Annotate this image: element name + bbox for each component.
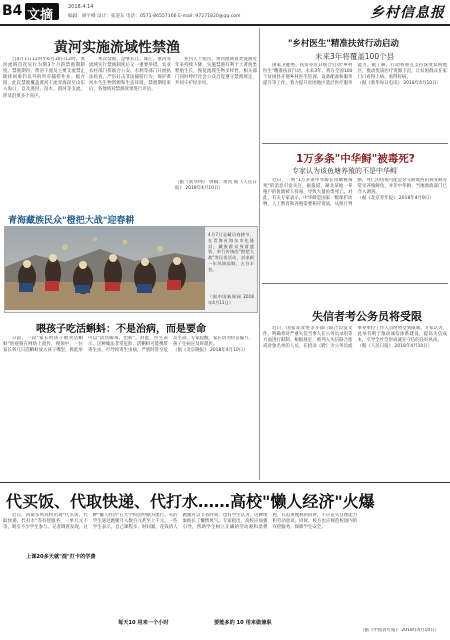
article-3-source: （据《新华每日电讯》 2018年4月10日） xyxy=(357,81,442,87)
issue-date: 2018.4.14 xyxy=(68,4,94,10)
article-6-title: 代买饭、代取快递、代打水……高校"懒人经济"火爆 xyxy=(6,492,375,511)
article-6-subhead-3: 要能多的 10 用来做兼职 xyxy=(214,620,272,626)
article-1-text-3: 业内人士指出，黄河流域鱼类资源近年来持续下降，实施禁渔有利于土著鱼类繁殖生长，恢复流域生物多样性。相关部门同时呼吁社会公众自觉遵守禁渔规定，共同守护母亲河。 xyxy=(175,57,257,87)
article-1-text-1: 自4月1日12时至6月30日12时，黄河流域首次实行为期3个月的禁渔期制度。禁渔期内，黄河干流及主要支流禁止除休闲垂钓以外的所有捕捞作业。据介绍，此次禁渔覆盖黄河干流青海段至山东入海口，以及洮河、湟水、渭河等支流，涉及沿黄多个省区。 xyxy=(3,57,85,99)
article-4-body xyxy=(263,178,447,278)
article-3-title: "乡村医生"精准扶贫行动启动 xyxy=(288,39,399,49)
article-4-subtitle: 专家认为该鱼塘养殖的不是中华鲟 xyxy=(292,167,397,175)
article-5-title: 失信者考公务员将受限 xyxy=(312,310,422,323)
article-3-subtitle: 未来3年将覆盖100个县 xyxy=(315,52,395,61)
article-6-subhead-2: 每天10 用来一个小时 xyxy=(118,620,169,626)
article-2-title: 喂孩子吃活蝌蚪：不是治病，而是要命 xyxy=(36,324,206,335)
article-2-col-1 xyxy=(3,336,253,476)
article-2-source: （据《北京晚报》 2018年4月10日） xyxy=(173,348,248,354)
article-5-body xyxy=(263,326,447,476)
divider-3-4 xyxy=(262,143,448,144)
article-1-col-3 xyxy=(175,57,257,187)
article-3-text: 国家卫健委、扶贫办近日联合启动"乡村医生"精准扶贫行动。未来3年，将在全国100个贫困县开展乡村医生培训、设备配备和服务提升等工作，着力提升贫困地区基层医疗服务能力。据了解，行动将重点支持深度贫困地区，推动优质医疗资源下沉，让贫困群众在家门口看得上病、看得好病。 xyxy=(263,63,447,87)
article-4-text: 近日，一则"1万多条中华鲟在鱼塘被毒死"的消息引发关注。据报道，湖北某地一养殖户的鱼塘被人投毒，导致大量鱼类死亡。对此，有关专家表示，中华鲟是国家一级保护动物，人工繁育和养殖需要相应资质，从照片判断，死亡的鱼很可能是杂交鲟或西伯利亚鲟等常见养殖鲟鱼，并非中华鲟。当地渔政部门已介入调查。 xyxy=(263,178,447,208)
article-1-col-1 xyxy=(3,57,85,207)
article-1-title: 黄河实施流域性禁渔 xyxy=(54,40,180,56)
photo-caption-credit: （据中国新闻网 2018年4月11日） xyxy=(208,294,254,305)
photo-box-title: 青海藏族民众"橙把大战"迎春耕 xyxy=(8,216,135,226)
section-title: 文摘 xyxy=(27,8,54,23)
article-4-source: （据《北京青年报》 2018年4月9日） xyxy=(357,196,434,202)
article-2-text: 日前，一段"家长给孩子喂食活蝌蚪"的视频在网络上流传，视频中，一位家长将几只活蝌蚪放入孩子嘴里，称此举可以"清热解毒、治病"。对此，医生表示，这种做法非常危险，活蝌蚪可能携带寄生虫，可导致寄生虫病，严重时甚至危及生命。专家提醒，家长切勿轻信偏方，孩子生病应及时就医。 xyxy=(3,336,253,354)
divider-4-5 xyxy=(262,283,448,284)
article-1-text-2: 本次禁渔，是继长江、珠江、淮河等流域实行禁渔制度后又一重要举措。农业农村部门将联合公安、水利等部门开展执法检查，严厉打击非法捕捞行为，保护黄河水生生物资源和生态环境。禁渔期结束后，各地将对禁渔效果进行评估。 xyxy=(89,57,171,93)
lower-section-rule xyxy=(0,482,450,483)
article-5-text: 近日，国家发改委等多部门联合印发文件，明确将对严重失信当事人在公务员录用等方面进行限制。根据规定，被列入失信联合惩戒对象名单的人员，在招录（聘）为公务员或事业单位工作人员时将受到限制。专家认为，此举有利于推动诚信体系建设，提高失信成本，引导全社会形成诚实守信的良好风尚。 xyxy=(263,326,447,350)
article-6-text: 近日，河南多所高校出现"代买饭、代取快递、代打水"等有偿服务，一单几元不等，吸引不少学生参与。记者调查发现，这种"懒人经济"在大学校园中颇为流行，有的学生通过跑腿月入数百元甚至上千元。一些学生表示，自己课程多、时间紧，花钱请人跑腿可以节省时间；也有学生认为，这种现象助长了懒惰风气。专家指出，高校应加强引导，帮助学生树立正确的劳动观和消费观，在追求便利的同时，不应丧失自理能力和劳动意识。同时，校方也应规范校园内的有偿服务，保障学生安全。 xyxy=(3,513,358,531)
column-divider xyxy=(259,28,260,480)
article-6-subhead-1: 上课20多天就"混"打卡的学费 xyxy=(26,554,96,560)
editor-line: 编辑：胡宇峰 设计：张迎东 电话：0571-86557166 E-mail: 97271820@qq.com xyxy=(68,14,241,19)
photo-festival-crowd xyxy=(5,227,205,310)
article-4-title: 1万多条"中华鲟"被毒死? xyxy=(296,153,415,165)
article-5-source: （据《人民日报》 2018年4月10日） xyxy=(357,344,433,350)
article-6-source: （据《中国青年报》 2018年4月10日） xyxy=(360,628,448,636)
masthead-rule xyxy=(0,24,450,26)
photo-caption: 4月7日是藏历春耕节，在青海省海东市化隆县，藏族群众身着盛装，举行传统的"橙把大战"等民俗活动，祈求新一年风调雨顺、五谷丰登。 xyxy=(208,232,254,272)
article-1-col-2 xyxy=(89,57,171,207)
masthead xyxy=(0,0,450,26)
paper-name-logo: 乡村信息报 xyxy=(370,5,445,21)
article-1-source: （据《新华网》 供稿：黄河 据《人民日报》 2018年4月10日） xyxy=(175,180,257,192)
page-code: B4 xyxy=(2,3,23,19)
article-3-body xyxy=(263,63,447,141)
